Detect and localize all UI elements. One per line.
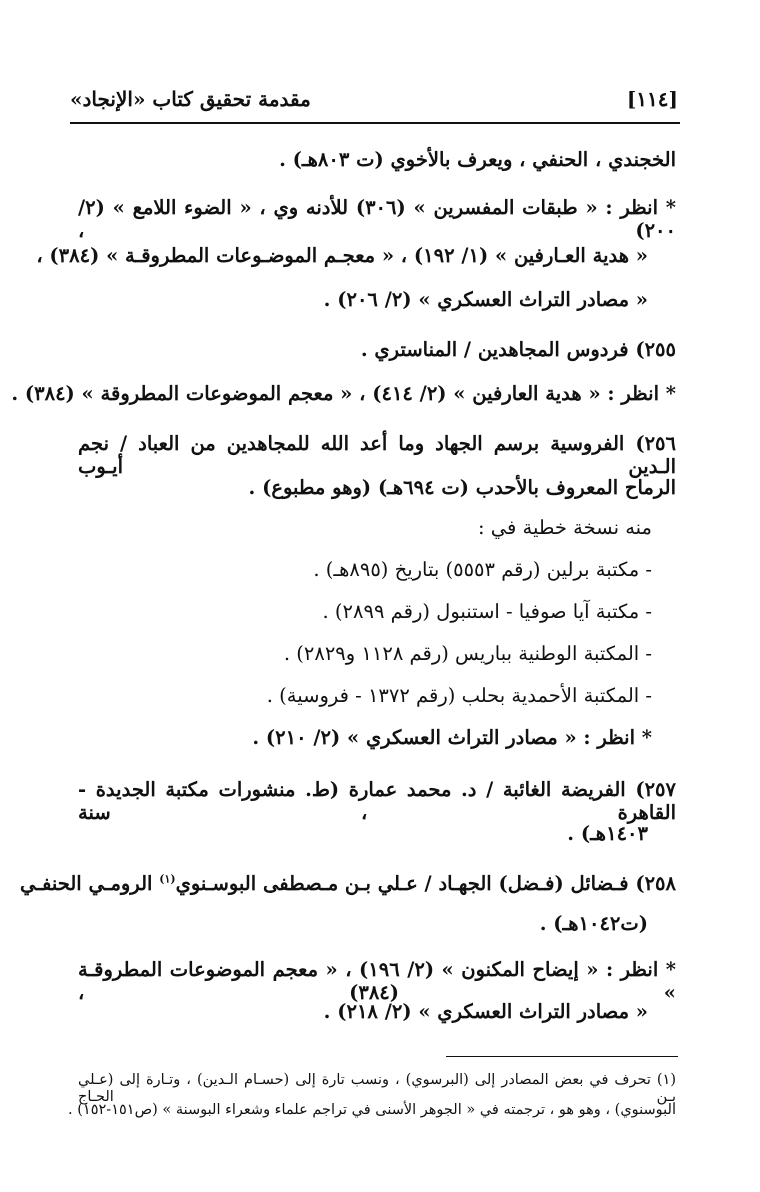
entry-line: * انظر : « مصادر التراث العسكري » (٢/ ٢١٠) . bbox=[252, 726, 652, 749]
footnote-line: البوسنوي) ، وهو هو ، ترجمته في « الجوهر الأسنى في تراجم علماء وشعراء البوسنة » (ص١٥١-١٥٢) . bbox=[68, 1102, 676, 1118]
entry-heading-256: ٢٥٦) الفروسية برسم الجهاد وما أعد الله للمجاهدين من العباد / نجم الـدين أيـوب bbox=[78, 432, 676, 479]
entry-line: الرماح المعروف بالأحدب (ت ٦٩٤هـ) (وهو مطبوع) . bbox=[248, 476, 676, 499]
footnote-line: (١) تحرف في بعض المصادر إلى (البرسوي) ، ونسب تارة إلى (حسـام الـدين) ، وتـارة إلى (عـلي بـن الحـاج bbox=[78, 1072, 676, 1106]
entry-heading-258 bbox=[20, 872, 676, 895]
header-rule bbox=[70, 122, 680, 124]
entry-heading-257: ٢٥٧) الفريضة الغائبة / د. محمد عمارة (ط. منشورات مكتبة الجديدة - القاهرة ، سنة bbox=[78, 778, 676, 825]
entry-line: * انظر : « طبقات المفسرين » (٣٠٦) للأدنه وي ، « الضوء اللامع » (٢/ ٢٠٠) ، bbox=[78, 196, 676, 243]
entry-title-part: ٢٥٨) فـضائل (فـضل) الجهـاد / عـلي بـن مـصطفى البوسـنوي bbox=[175, 872, 676, 895]
entry-line: * انظر : « إيضاح المكنون » (٢/ ١٩٦) ، « معجم الموضوعات المطروقـة » (٣٨٤) ، bbox=[78, 958, 676, 1005]
entry-line: الخجندي ، الحنفي ، ويعرف بالأخوي (ت ٨٠٣هـ) . bbox=[279, 148, 676, 171]
entry-line: ١٤٠٣هـ) . bbox=[567, 822, 648, 845]
entry-line: « هدية العـارفين » (١/ ١٩٢) ، « معجـم الموضـوعات المطروقـة » (٣٨٤) ، bbox=[36, 244, 648, 267]
entry-line: « مصادر التراث العسكري » (٢/ ٢٠٦) . bbox=[323, 288, 648, 311]
running-title: مقدمة تحقيق كتاب «الإنجاد» bbox=[70, 87, 311, 111]
running-header bbox=[70, 80, 678, 118]
entry-line: * انظر : « هدية العارفين » (٢/ ٤١٤) ، « معجم الموضوعات المطروقة » (٣٨٤) . bbox=[11, 382, 676, 405]
manuscript-item: - مكتبة برلين (رقم ٥٥٥٣) بتاريخ (٨٩٥هـ) . bbox=[313, 558, 652, 581]
manuscript-item: - المكتبة الأحمدية بحلب (رقم ١٣٧٢ - فروسية) . bbox=[266, 684, 652, 707]
entry-heading-255: ٢٥٥) فردوس المجاهدين / المناستري . bbox=[360, 338, 676, 361]
entry-line: « مصادر التراث العسكري » (٢/ ٢١٨) . bbox=[323, 1000, 648, 1023]
footnote-rule bbox=[446, 1056, 678, 1057]
page-number: [١١٤] bbox=[626, 87, 678, 111]
entry-title-end: الرومـي الحنفـي bbox=[20, 872, 160, 895]
entry-line: (ت١٠٤٢هـ) . bbox=[539, 912, 648, 935]
footnote-marker: (١) bbox=[159, 872, 176, 886]
manuscript-item: - مكتبة آيا صوفيا - استنبول (رقم ٢٨٩٩) . bbox=[322, 600, 652, 623]
entry-line: منه نسخة خطية في : bbox=[478, 516, 652, 539]
manuscript-item: - المكتبة الوطنية بباريس (رقم ١١٢٨ و٢٨٢٩) . bbox=[283, 642, 652, 665]
